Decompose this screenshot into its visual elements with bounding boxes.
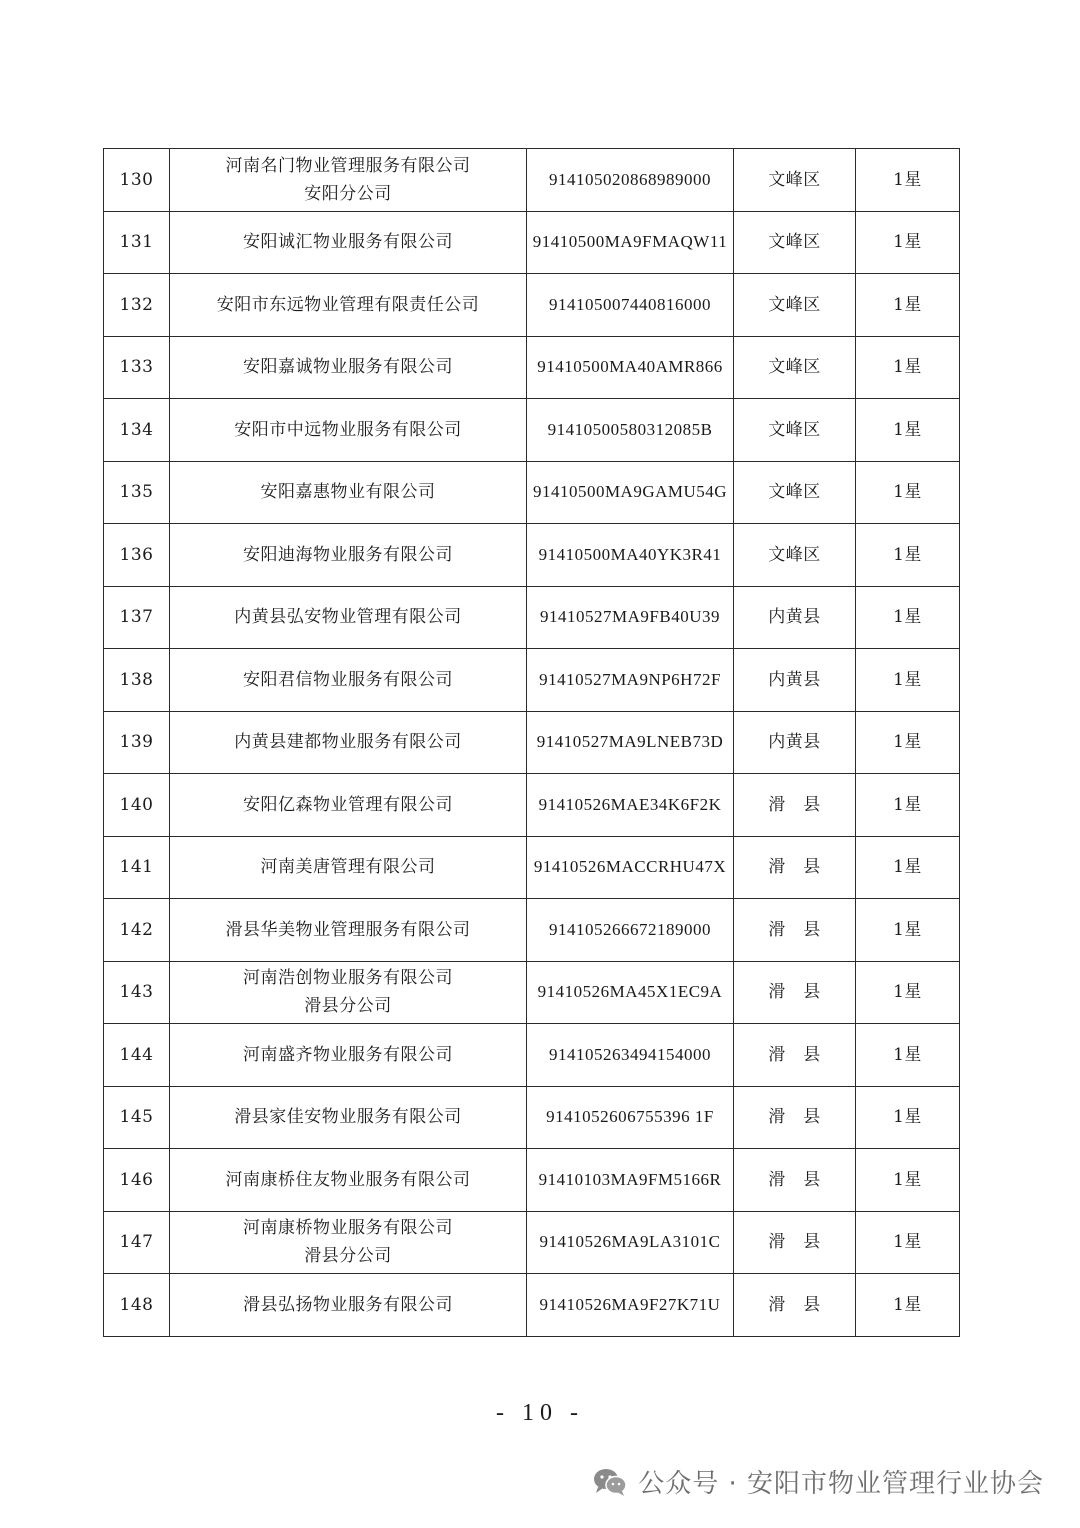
row-number: 134 <box>104 399 170 462</box>
star-rating: 1星 <box>856 399 960 462</box>
company-name-line: 安阳亿森物业管理有限公司 <box>243 794 453 815</box>
credit-code: 91410526MA9LA3101C <box>527 1211 734 1274</box>
table-row <box>104 899 960 962</box>
company-name-line: 滑县分公司 <box>304 1246 392 1267</box>
credit-code: 91410500MA40AMR866 <box>527 336 734 399</box>
table-row <box>104 774 960 837</box>
table-row <box>104 1024 960 1087</box>
company-name-line: 安阳分公司 <box>304 183 392 204</box>
company-name-line: 安阳嘉惠物业有限公司 <box>260 482 436 503</box>
star-rating: 1星 <box>856 211 960 274</box>
row-number: 143 <box>104 961 170 1024</box>
company-name <box>170 774 527 837</box>
table-row <box>104 1086 960 1149</box>
credit-code: 91410500MA40YK3R41 <box>527 524 734 587</box>
star-rating: 1星 <box>856 1149 960 1212</box>
company-name-line: 安阳市东远物业管理有限责任公司 <box>216 294 480 315</box>
company-name-line: 安阳君信物业服务有限公司 <box>243 669 453 690</box>
company-table <box>103 148 960 1337</box>
company-name-line: 安阳迪海物业服务有限公司 <box>243 544 453 565</box>
company-name-line: 内黄县建都物业服务有限公司 <box>234 732 462 753</box>
company-name <box>170 586 527 649</box>
watermark-text: 公众号 · 安阳市物业管理行业协会 <box>638 1469 1044 1499</box>
credit-code: 91410527MA9FB40U39 <box>527 586 734 649</box>
credit-code: 914105263494154000 <box>527 1024 734 1087</box>
company-name <box>170 399 527 462</box>
star-rating: 1星 <box>856 274 960 337</box>
wechat-icon <box>592 1467 628 1497</box>
credit-code: 91410500MA9FMAQW11 <box>527 211 734 274</box>
row-number: 148 <box>104 1274 170 1337</box>
company-name <box>170 524 527 587</box>
district: 文峰区 <box>734 399 856 462</box>
star-rating: 1星 <box>856 649 960 712</box>
table-row <box>104 399 960 462</box>
district: 内黄县 <box>734 711 856 774</box>
company-name-line: 滑县华美物业管理服务有限公司 <box>225 919 471 940</box>
district: 滑 县 <box>734 1149 856 1212</box>
row-number: 135 <box>104 461 170 524</box>
table-row <box>104 711 960 774</box>
company-name-line: 安阳嘉诚物业服务有限公司 <box>243 357 453 378</box>
company-name-line: 滑县家佳安物业服务有限公司 <box>234 1107 462 1128</box>
table-row <box>104 461 960 524</box>
credit-code: 914105007440816000 <box>527 274 734 337</box>
star-rating: 1星 <box>856 586 960 649</box>
star-rating: 1星 <box>856 899 960 962</box>
company-name <box>170 1086 527 1149</box>
credit-code: 914105020868989000 <box>527 149 734 212</box>
credit-code: 91410500MA9GAMU54G <box>527 461 734 524</box>
company-name-line: 河南浩创物业服务有限公司 <box>243 968 453 989</box>
star-rating: 1星 <box>856 1274 960 1337</box>
row-number: 139 <box>104 711 170 774</box>
district: 内黄县 <box>734 586 856 649</box>
company-name <box>170 899 527 962</box>
table-row <box>104 586 960 649</box>
company-name <box>170 711 527 774</box>
credit-code: 91410527MA9NP6H72F <box>527 649 734 712</box>
credit-code: 91410526MA9F27K71U <box>527 1274 734 1337</box>
star-rating: 1星 <box>856 836 960 899</box>
company-name-line: 河南盛齐物业服务有限公司 <box>243 1044 453 1065</box>
row-number: 130 <box>104 149 170 212</box>
star-rating: 1星 <box>856 961 960 1024</box>
company-name <box>170 961 527 1024</box>
table-row <box>104 649 960 712</box>
table-row <box>104 336 960 399</box>
company-name <box>170 336 527 399</box>
district: 文峰区 <box>734 461 856 524</box>
company-name-line: 河南美唐管理有限公司 <box>260 857 436 878</box>
credit-code: 91410526MAE34K6F2K <box>527 774 734 837</box>
company-table-body <box>104 149 960 1337</box>
company-name-line: 滑县弘扬物业服务有限公司 <box>243 1294 453 1315</box>
row-number: 146 <box>104 1149 170 1212</box>
table-row <box>104 274 960 337</box>
company-name <box>170 649 527 712</box>
star-rating: 1星 <box>856 1211 960 1274</box>
company-name-line: 滑县分公司 <box>304 996 392 1017</box>
row-number: 140 <box>104 774 170 837</box>
company-name-line: 河南康桥住友物业服务有限公司 <box>225 1169 471 1190</box>
row-number: 145 <box>104 1086 170 1149</box>
star-rating: 1星 <box>856 1024 960 1087</box>
watermark <box>592 1463 1044 1500</box>
company-name <box>170 1211 527 1274</box>
table-row <box>104 524 960 587</box>
row-number: 142 <box>104 899 170 962</box>
district: 滑 县 <box>734 961 856 1024</box>
district: 滑 县 <box>734 774 856 837</box>
company-name <box>170 836 527 899</box>
star-rating: 1星 <box>856 336 960 399</box>
company-name <box>170 274 527 337</box>
company-name-line: 安阳诚汇物业服务有限公司 <box>243 232 453 253</box>
star-rating: 1星 <box>856 1086 960 1149</box>
credit-code: 91410527MA9LNEB73D <box>527 711 734 774</box>
row-number: 133 <box>104 336 170 399</box>
company-name <box>170 211 527 274</box>
row-number: 141 <box>104 836 170 899</box>
table-row <box>104 1211 960 1274</box>
table-row <box>104 149 960 212</box>
star-rating: 1星 <box>856 774 960 837</box>
credit-code: 91410500580312085B <box>527 399 734 462</box>
table-row <box>104 836 960 899</box>
row-number: 136 <box>104 524 170 587</box>
star-rating: 1星 <box>856 461 960 524</box>
row-number: 147 <box>104 1211 170 1274</box>
star-rating: 1星 <box>856 149 960 212</box>
table-row <box>104 961 960 1024</box>
credit-code: 91410526MACCRHU47X <box>527 836 734 899</box>
district: 文峰区 <box>734 524 856 587</box>
company-name <box>170 1274 527 1337</box>
company-name-line: 河南名门物业管理服务有限公司 <box>225 155 471 176</box>
credit-code: 91410526MA45X1EC9A <box>527 961 734 1024</box>
credit-code: 914105266672189000 <box>527 899 734 962</box>
table-row <box>104 1149 960 1212</box>
table-row <box>104 211 960 274</box>
row-number: 138 <box>104 649 170 712</box>
district: 滑 县 <box>734 1024 856 1087</box>
row-number: 131 <box>104 211 170 274</box>
company-name-line: 内黄县弘安物业管理有限公司 <box>234 607 462 628</box>
company-name <box>170 149 527 212</box>
table-row <box>104 1274 960 1337</box>
star-rating: 1星 <box>856 524 960 587</box>
district: 内黄县 <box>734 649 856 712</box>
page-number: - 10 - <box>496 1400 584 1426</box>
company-name-line: 安阳市中远物业服务有限公司 <box>234 419 462 440</box>
district: 文峰区 <box>734 149 856 212</box>
row-number: 137 <box>104 586 170 649</box>
district: 文峰区 <box>734 211 856 274</box>
star-rating: 1星 <box>856 711 960 774</box>
district: 滑 县 <box>734 1274 856 1337</box>
row-number: 132 <box>104 274 170 337</box>
district: 滑 县 <box>734 1086 856 1149</box>
row-number: 144 <box>104 1024 170 1087</box>
district: 滑 县 <box>734 899 856 962</box>
district: 滑 县 <box>734 836 856 899</box>
company-name <box>170 1024 527 1087</box>
company-name <box>170 1149 527 1212</box>
credit-code: 9141052606755396 1F <box>527 1086 734 1149</box>
district: 文峰区 <box>734 336 856 399</box>
company-name-line: 河南康桥物业服务有限公司 <box>243 1218 453 1239</box>
credit-code: 91410103MA9FM5166R <box>527 1149 734 1212</box>
company-name <box>170 461 527 524</box>
district: 滑 县 <box>734 1211 856 1274</box>
district: 文峰区 <box>734 274 856 337</box>
